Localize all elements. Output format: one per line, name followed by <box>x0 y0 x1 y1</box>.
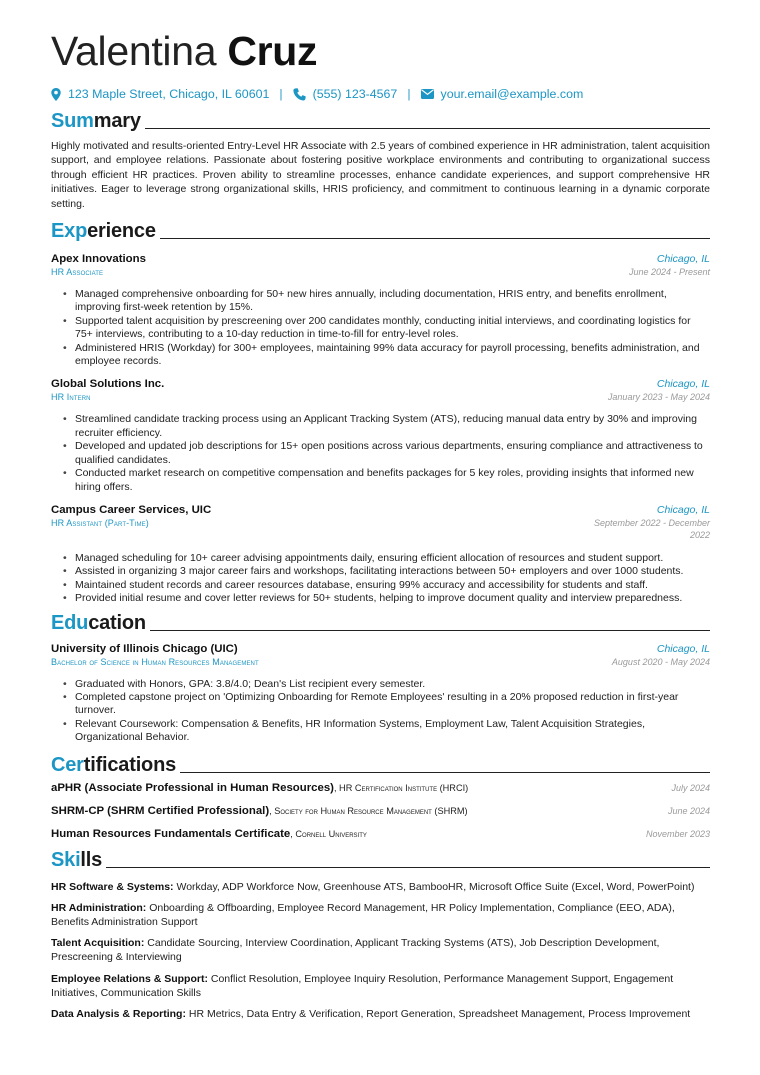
section-title: Certifications <box>51 753 177 776</box>
bullet-item: • Relevant Coursework: Compensation & Benefits, HR Information Systems, Employment Law, Talent Acquisition Strategies, Organizational Behavior. <box>51 718 710 745</box>
job-bullets <box>51 288 710 368</box>
school-location: Chicago, IL <box>656 642 710 655</box>
job-company: Apex Innovations <box>51 253 146 266</box>
certification-name: SHRM-CP (SHRM Certified Professional) <box>51 804 270 817</box>
certification-date: June 2024 <box>667 805 710 816</box>
job-location: Chicago, IL <box>656 378 710 391</box>
summary-text: Highly motivated and results-oriented Entry-Level HR Associate with 2.5 years of combined experience in HR administration, talent acquisition support, and employee relations. Passionate about fostering positive workplace environments and contributing to organizational success through efficient HR practices. Proven ability to streamline processes, enhance candidate experiences, and support comprehensive HR initiatives. Eager to leverage strong organizational skills, HRIS proficiency, and commitment to continuous learning in a dynamic corporate setting. <box>51 140 710 210</box>
job-title: HR Associate <box>51 267 104 278</box>
bullet-item: • Provided initial resume and cover letter reviews for 50+ students, helping to improve document quality and interview preparedness. <box>51 592 710 605</box>
job-dates: September 2022 - December 2022 <box>593 517 710 540</box>
education-bullets <box>51 678 710 745</box>
resume-page <box>51 28 710 1021</box>
job-dates: January 2023 - May 2024 <box>607 392 710 403</box>
job-company: Global Solutions Inc. <box>51 378 165 391</box>
bullet-item: • Managed scheduling for 10+ career advising appointments daily, ensuring efficient allocation of resources and student support. <box>51 552 710 565</box>
section-title: Education <box>51 611 146 634</box>
last-name: Cruz <box>227 28 318 74</box>
section-rule <box>145 128 710 129</box>
experience-heading <box>51 220 710 242</box>
job-location: Chicago, IL <box>656 503 710 516</box>
certification-issuer: , Society for Human Resource Management (SHRM) <box>269 805 468 816</box>
job-bullets <box>51 413 710 493</box>
skill-category: Employee Relations & Support: <box>51 972 208 985</box>
section-rule <box>160 238 710 239</box>
bullet-item: • Supported talent acquisition by prescreening over 200 candidates monthly, conducting initial interviews, and coordinating logistics for 75+ interviews, contributing to a 10-day reduction in time-to-fill for entry-level roles. <box>51 315 710 342</box>
experience-entry <box>51 252 710 368</box>
phone-item <box>293 87 398 101</box>
job-dates: June 2024 - Present <box>628 267 710 278</box>
map-pin-icon <box>51 88 61 101</box>
email-item[interactable] <box>421 87 584 101</box>
job-company: Campus Career Services, UIC <box>51 503 212 516</box>
school-name: University of Illinois Chicago (UIC) <box>51 642 238 655</box>
skill-category: HR Software & Systems: <box>51 880 174 893</box>
phone-text: (555) 123-4567 <box>312 87 398 101</box>
education-entry <box>51 642 710 745</box>
candidate-name <box>51 28 710 74</box>
certification-name: aPHR (Associate Professional in Human Resources) <box>51 781 334 794</box>
envelope-icon <box>421 89 434 99</box>
skill-values: Onboarding & Offboarding, Employee Record Management, HR Policy Implementation, Compliance (EEO, ADA), Benefits Administration Support <box>51 901 675 928</box>
bullet-item: • Managed comprehensive onboarding for 50+ new hires annually, including documentation, HRIS entry, and benefits enrollment, improving first-week retention by 15%. <box>51 288 710 315</box>
certification-date: November 2023 <box>645 828 710 839</box>
certification-item <box>51 805 710 821</box>
skill-values: HR Metrics, Data Entry & Verification, Report Generation, Spreadsheet Management, Process Improvement <box>188 1007 691 1020</box>
job-title: HR Assistant (Part-Time) <box>51 517 149 528</box>
contact-separator: | <box>279 87 283 101</box>
job-location: Chicago, IL <box>656 253 710 266</box>
education-heading <box>51 612 710 634</box>
skills-heading <box>51 849 710 871</box>
bullet-item: • Assisted in organizing 3 major career fairs and workshops, facilitating interactions between 50+ employers and over 1000 students. <box>51 565 710 578</box>
job-title: HR Intern <box>51 392 91 403</box>
skill-line <box>51 880 710 894</box>
bullet-item: • Completed capstone project on 'Optimizing Onboarding for Remote Employees' resulting in a 20% proposed reduction in first-year turnover. <box>51 691 710 718</box>
skill-category: Talent Acquisition: <box>51 937 145 950</box>
contact-bar <box>51 86 710 102</box>
section-rule <box>106 867 710 868</box>
skill-values: Candidate Sourcing, Interview Coordination, Applicant Tracking Systems (ATS), Job Description Development, Prescreening & Interviewing <box>51 937 660 964</box>
contact-separator: | <box>407 87 411 101</box>
summary-heading <box>51 110 710 132</box>
certification-item <box>51 828 710 844</box>
bullet-item: • Streamlined candidate tracking process using an Applicant Tracking System (ATS), reducing manual data entry by 30% and improving recruiter efficiency. <box>51 413 710 440</box>
address-text: 123 Maple Street, Chicago, IL 60601 <box>68 87 270 101</box>
skill-values: Conflict Resolution, Employee Inquiry Resolution, Performance Management Support, Engagement Initiatives, Communication Skills <box>51 972 674 999</box>
certification-name: Human Resources Fundamentals Certificate <box>51 827 291 840</box>
job-bullets <box>51 552 710 606</box>
education-dates: August 2020 - May 2024 <box>611 656 710 667</box>
skill-line <box>51 901 710 929</box>
skill-category: Data Analysis & Reporting: <box>51 1007 186 1020</box>
certifications-heading <box>51 754 710 776</box>
skill-line <box>51 1007 710 1021</box>
certification-issuer: , HR Certification Institute (HRCI) <box>333 782 469 793</box>
certification-issuer: , Cornell University <box>290 828 367 839</box>
section-title: Summary <box>51 110 141 132</box>
bullet-item: • Administered HRIS (Workday) for 300+ employees, maintaining 99% data accuracy for payroll processing, benefits administration, and employee records. <box>51 342 710 369</box>
certification-item <box>51 782 710 798</box>
section-rule <box>180 772 710 773</box>
section-rule <box>150 630 710 631</box>
experience-entry <box>51 503 710 606</box>
skill-category: HR Administration: <box>51 901 147 914</box>
phone-icon <box>293 88 306 101</box>
address-item <box>51 87 269 101</box>
email-link[interactable]: your.email@example.com <box>440 87 584 101</box>
first-name: Valentina <box>51 28 217 74</box>
bullet-item: • Maintained student records and career resources database, ensuring 99% accuracy and accessibility for students and staff. <box>51 579 710 592</box>
degree-title: Bachelor of Science in Human Resources Management <box>51 656 259 667</box>
bullet-item: • Graduated with Honors, GPA: 3.8/4.0; Dean's List recipient every semester. <box>51 678 710 691</box>
section-title: Experience <box>51 220 156 243</box>
skill-line <box>51 936 710 964</box>
section-title: Skills <box>51 848 103 871</box>
bullet-item: • Developed and updated job descriptions for 15+ open positions across various departments, ensuring compliance and attractiveness to qualified candidates. <box>51 440 710 467</box>
skill-line <box>51 972 710 1000</box>
certification-date: July 2024 <box>671 782 710 793</box>
skill-values: Workday, ADP Workforce Now, Greenhouse ATS, BambooHR, Microsoft Office Suite (Excel, Word, PowerPoint) <box>176 880 695 893</box>
experience-entry <box>51 377 710 493</box>
bullet-item: • Conducted market research on competitive compensation and benefits packages for 5 key roles, providing insights that informed new hiring offers. <box>51 467 710 494</box>
